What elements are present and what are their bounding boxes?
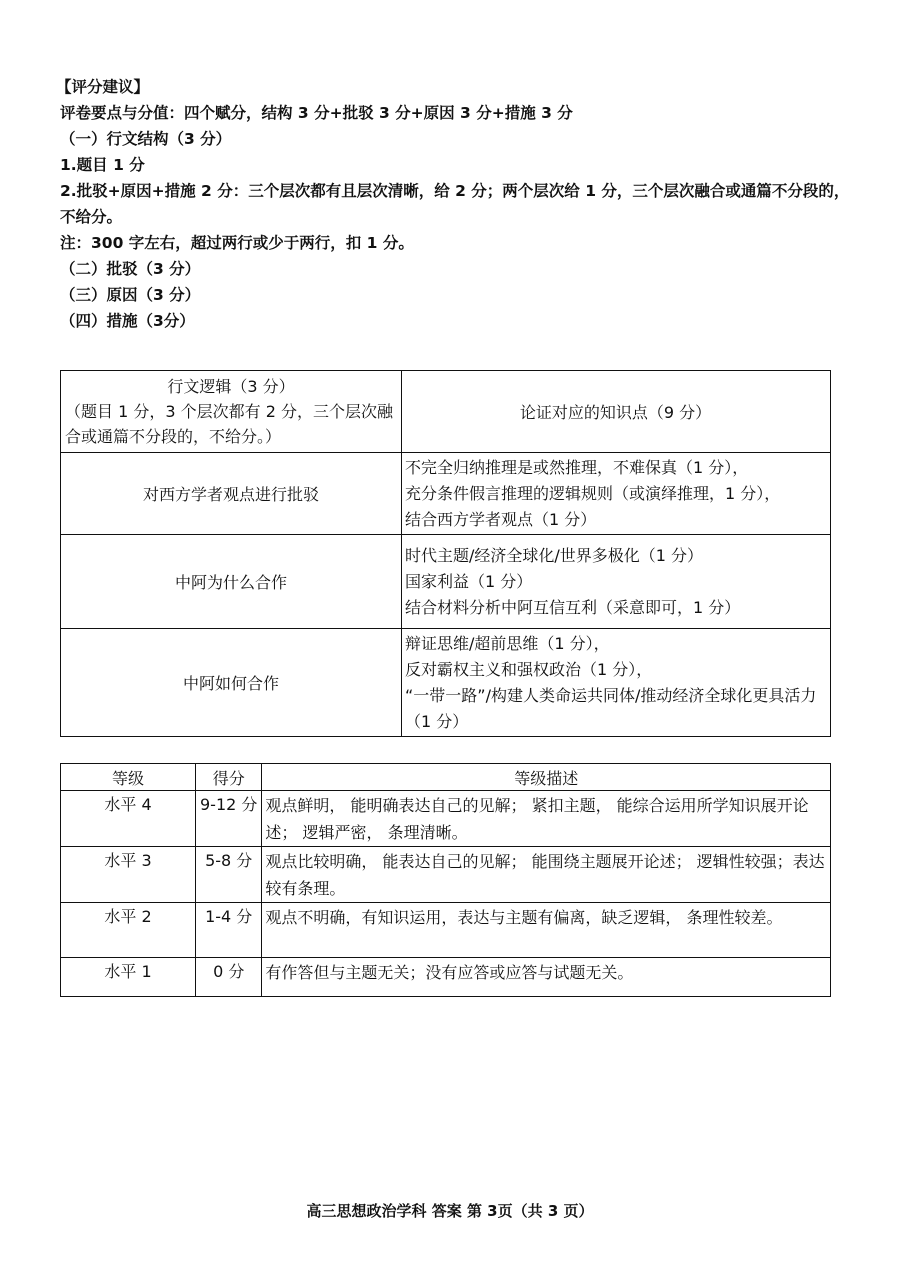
word-count-note: 注：300 字左右，超过两行或少于两行，扣 1 分。 (60, 234, 414, 252)
logic-row-label: 中阿如何合作 (61, 629, 402, 737)
level-description-table (60, 763, 831, 997)
logic-table-header-row (61, 371, 831, 453)
table-row (61, 453, 831, 535)
level-cell: 水平 3 (61, 847, 196, 903)
score-cell: 0 分 (196, 958, 262, 997)
structure-item-1: 1.题目 1 分 (60, 156, 145, 174)
description-column-header: 等级描述 (262, 764, 831, 791)
knowledge-point: 充分条件假言推理的逻辑规则（或演绎推理，1 分）， (405, 483, 781, 503)
logic-row-label: 对西方学者观点进行批驳 (61, 453, 402, 535)
logic-header-left-title: 行文逻辑（3 分） (167, 377, 295, 396)
knowledge-point: 不完全归纳推理是或然推理，不难保真（1 分）， (405, 457, 749, 477)
scoring-overview: 评卷要点与分值：四个赋分，结构 3 分+批驳 3 分+原因 3 分+措施 3 分 (60, 104, 573, 122)
knowledge-point: 时代主题/经济全球化/世界多极化（1 分） (405, 545, 704, 565)
score-cell: 5-8 分 (196, 847, 262, 903)
knowledge-point: 结合材料分析中阿互信互利（采意即可，1 分） (405, 597, 741, 617)
knowledge-point: “一带一路”/构建人类命运共同体/推动经济全球化更具活力（1 分） (405, 685, 817, 731)
score-cell: 9-12 分 (196, 791, 262, 847)
table-row (61, 629, 831, 737)
score-cell: 1-4 分 (196, 903, 262, 958)
logic-row-label: 中阿为什么合作 (61, 535, 402, 629)
knowledge-point: 反对霸权主义和强权政治（1 分）， (405, 659, 653, 679)
logic-header-right: 论证对应的知识点（9 分） (402, 371, 831, 453)
measure-title: （四）措施（3分） (60, 312, 195, 330)
description-cell: 观点不明确，有知识运用，表达与主题有偏离，缺乏逻辑， 条理性较差。 (262, 903, 831, 958)
level-cell: 水平 4 (61, 791, 196, 847)
structure-item-2: 2.批驳+原因+措施 2 分：三个层次都有且层次清晰，给 2 分；两个层次给 1 分，三个层次融合或通篇不分段的，不给分。 (60, 182, 850, 226)
logic-row-points (402, 535, 831, 629)
rebut-title: （二）批驳（3 分） (60, 260, 201, 278)
table-row (61, 958, 831, 997)
logic-header-left (61, 371, 402, 453)
description-cell: 观点鲜明， 能明确表达自己的见解； 紧扣主题， 能综合运用所学知识展开论述； 逻辑严密， 条理清晰。 (262, 791, 831, 847)
description-cell: 有作答但与主题无关；没有应答或应答与试题无关。 (262, 958, 831, 997)
level-table-header-row (61, 764, 831, 791)
table-row (61, 535, 831, 629)
knowledge-point: 国家利益（1 分） (405, 571, 533, 591)
knowledge-point: 结合西方学者观点（1 分） (405, 509, 597, 529)
level-cell: 水平 2 (61, 903, 196, 958)
table-row (61, 791, 831, 847)
table-row (61, 847, 831, 903)
level-cell: 水平 1 (61, 958, 196, 997)
logic-row-points (402, 453, 831, 535)
structure-title: （一）行文结构（3 分） (60, 130, 232, 148)
description-cell: 观点比较明确， 能表达自己的见解； 能围绕主题展开论述； 逻辑性较强；表达较有条理。 (262, 847, 831, 903)
logic-knowledge-table (60, 370, 831, 737)
knowledge-point: 辩证思维/超前思维（1 分）， (405, 633, 610, 653)
table-row (61, 903, 831, 958)
logic-row-points (402, 629, 831, 737)
scoring-suggestions (56, 74, 850, 334)
scoring-heading: 【评分建议】 (56, 78, 150, 96)
logic-header-left-note: （题目 1 分，3 个层次都有 2 分，三个层次融合或通篇不分段的，不给分。） (65, 402, 393, 446)
score-column-header: 得分 (196, 764, 262, 791)
page-footer: 高三思想政治学科 答案 第 3页（共 3 页） (306, 1202, 594, 1220)
level-column-header: 等级 (61, 764, 196, 791)
reason-title: （三）原因（3 分） (60, 286, 201, 304)
